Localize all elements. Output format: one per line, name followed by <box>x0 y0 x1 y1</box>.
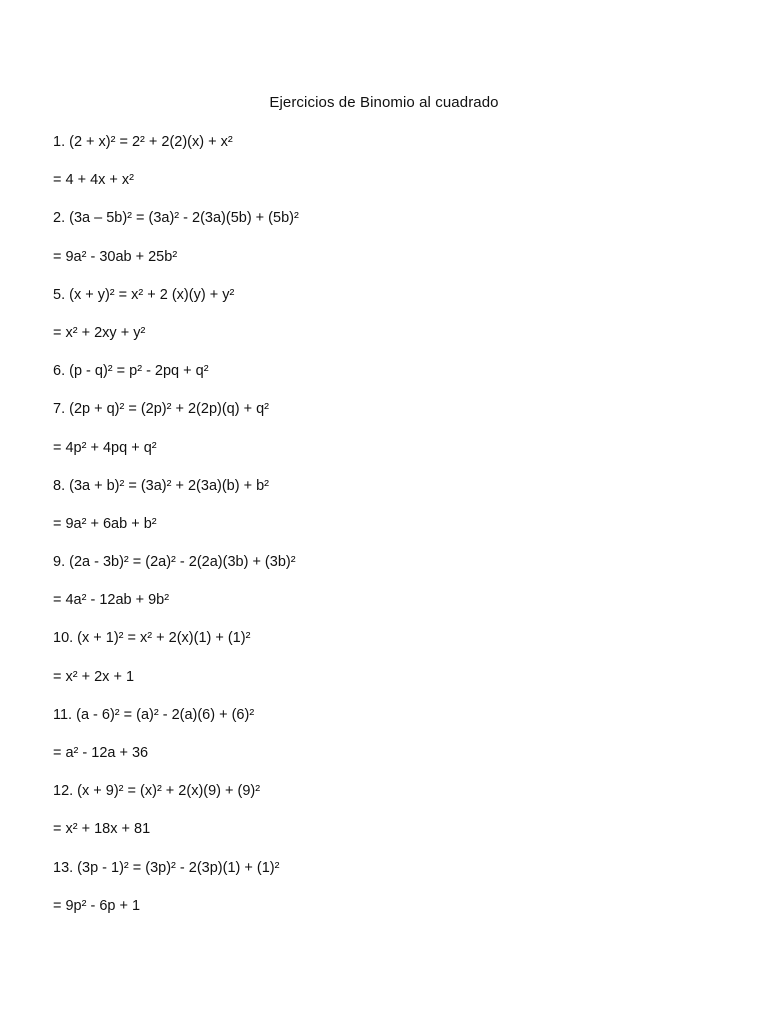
exercise-list <box>53 131 733 933</box>
exercise-2-result: = 9a² - 30ab + 25b² <box>53 248 178 265</box>
exercise-13-expansion: 13. (3p - 1)² = (3p)² - 2(3p)(1) + (1)² <box>53 859 280 876</box>
document-title: Ejercicios de Binomio al cuadrado <box>269 94 499 111</box>
exercise-1-result: = 4 + 4x + x² <box>53 172 135 189</box>
exercise-5-expansion: 5. (x + y)² = x² + 2 (x)(y) + y² <box>53 286 235 303</box>
exercise-9-result: = 4a² - 12ab + 9b² <box>53 592 170 609</box>
exercise-8-result: = 9a² + 6ab + b² <box>53 515 157 532</box>
exercise-13-result: = 9p² - 6p + 1 <box>53 897 141 914</box>
exercise-9-expansion: 9. (2a - 3b)² = (2a)² - 2(2a)(3b) + (3b)² <box>53 554 296 571</box>
exercise-1-expansion: 1. (2 + x)² = 2² + 2(2)(x) + x² <box>53 134 233 150</box>
exercise-7-expansion: 7. (2p + q)² = (2p)² + 2(2p)(q) + q² <box>53 401 269 418</box>
exercise-11-expansion: 11. (a - 6)² = (a)² - 2(a)(6) + (6)² <box>53 706 255 723</box>
exercise-12-expansion: 12. (x + 9)² = (x)² + 2(x)(9) + (9)² <box>53 783 261 800</box>
exercise-6-expansion: 6. (p - q)² = p² - 2pq + q² <box>53 363 209 380</box>
exercise-8-expansion: 8. (3a + b)² = (3a)² + 2(3a)(b) + b² <box>53 477 269 494</box>
exercise-5-result: = x² + 2xy + y² <box>53 324 146 341</box>
exercise-7-result: = 4p² + 4pq + q² <box>53 439 157 456</box>
exercise-12-result: = x² + 18x + 81 <box>53 821 151 838</box>
exercise-10-result: = x² + 2x + 1 <box>53 668 135 685</box>
exercise-10-expansion: 10. (x + 1)² = x² + 2(x)(1) + (1)² <box>53 630 251 647</box>
exercise-2-expansion: 2. (3a – 5b)² = (3a)² - 2(3a)(5b) + (5b)² <box>53 210 299 227</box>
exercise-11-result: = a² - 12a + 36 <box>53 745 149 761</box>
